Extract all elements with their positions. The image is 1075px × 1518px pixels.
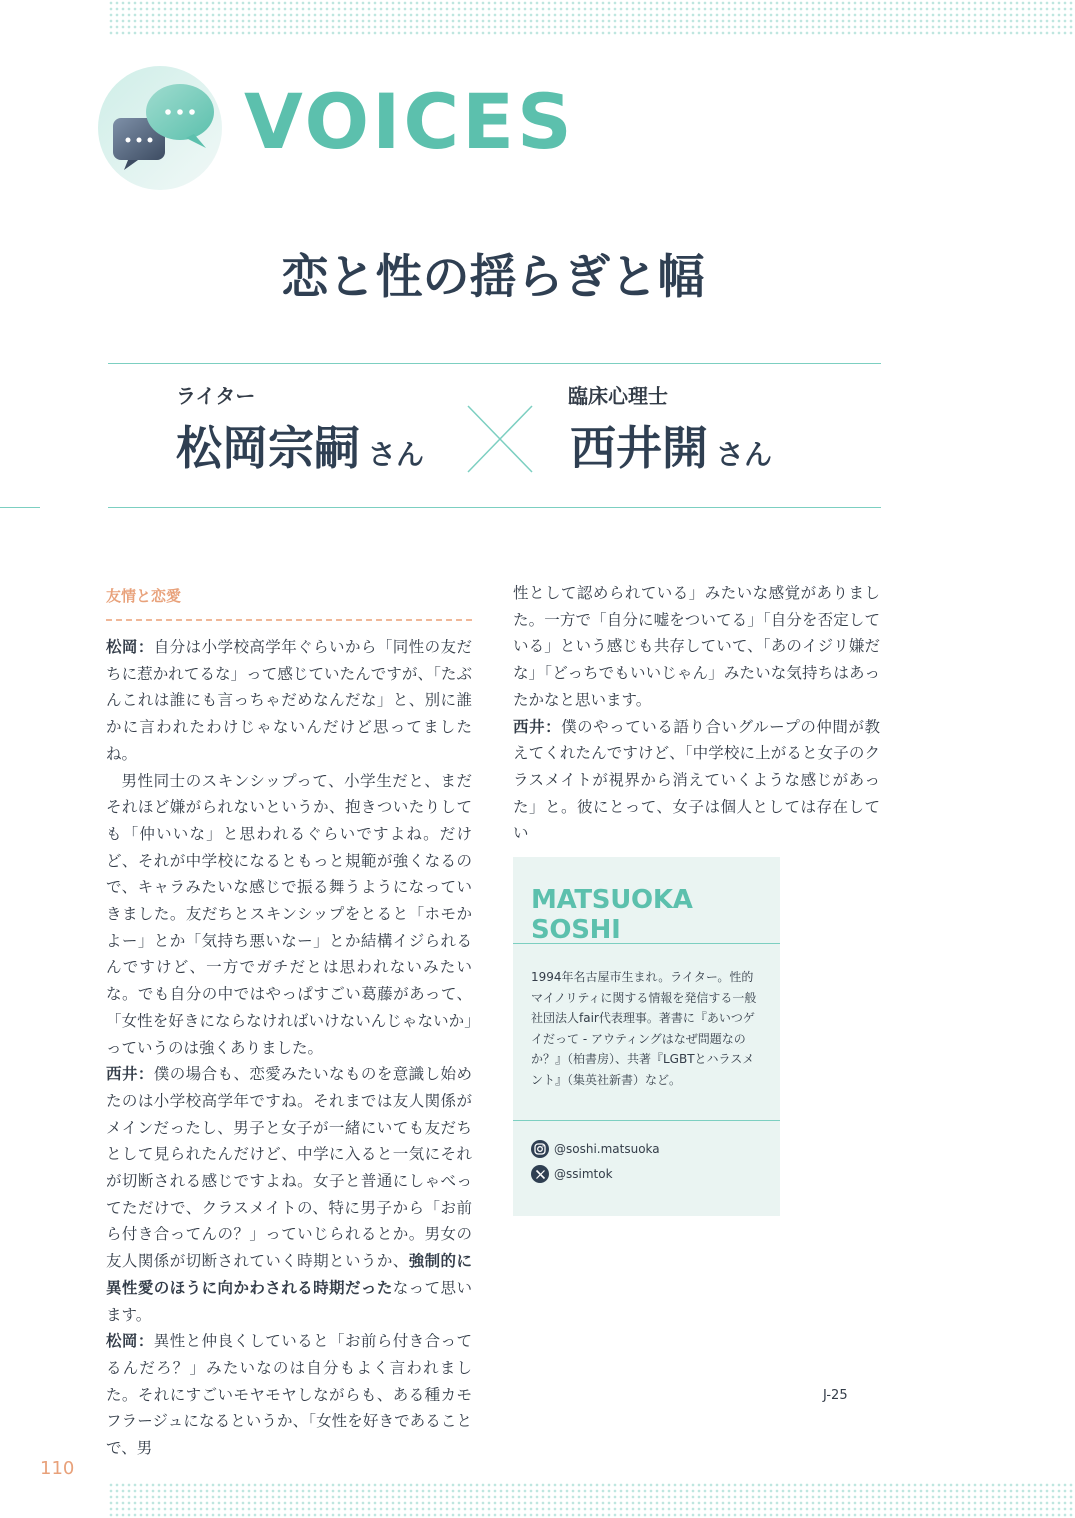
paragraph — [106, 1061, 472, 1328]
interviewee-right-name — [570, 422, 772, 475]
top-rule — [108, 363, 881, 364]
profile-divider — [513, 1120, 780, 1121]
document-code: J-25 — [823, 1388, 848, 1403]
instagram-icon — [531, 1140, 549, 1158]
x-icon — [531, 1165, 549, 1183]
dot-pattern-top — [108, 0, 1075, 36]
speaker-label: 松岡： — [106, 1332, 154, 1351]
body-column-left — [106, 634, 472, 1462]
chat-bubbles-icon — [98, 66, 222, 190]
profile-bio: 1994年名古屋市生まれ。ライター。性的マイノリティに関する情報を発信する一般社団法人fair代表理事。著書に『あいつゲイだって - アウティングはなぜ問題なのか？』（柏書房）、共著『LGBTとハラスメント』（集英社新書）など。 — [531, 970, 757, 1087]
paragraph: 性として認められている」みたいな感覚がありました。一方で「自分に嘘をついてる」「自分を否定している」という感じも共存していて、「あのイジリ嫌だな」「どっちでもいいじゃん」みたいな気持ちはあったかなと思います。 — [513, 584, 880, 709]
paragraph-text: 僕のやっている語り合いグループの仲間が教えてくれたんですけど、「中学校に上がると女子のクラスメイトが視界から消えていくような感じがあった」と。彼にとって、女子は個人としては存在してい — [513, 717, 880, 843]
honorific: さん — [368, 438, 425, 471]
paragraph-text: 自分は小学校高学年ぐらいから「同性の友だちに惹かれてるな」って感じていたんですが、「たぶんこれは誰にも言っちゃだめなんだな」と、別に誰かに言われたわけじゃないんだけど思ってましたね。 — [106, 638, 472, 763]
profile-name: MATSUOKA SOSHI — [531, 885, 693, 945]
profile-divider — [513, 943, 780, 944]
instagram-link[interactable] — [531, 1140, 660, 1158]
section-heading: 友情と恋愛 — [106, 587, 182, 605]
bottom-rule — [108, 507, 881, 508]
section-title-voices: VOICES — [244, 77, 575, 166]
honorific: さん — [716, 438, 773, 471]
article-title: 恋と性の揺らぎと幅 — [281, 250, 705, 305]
x-handle: @ssimtok — [554, 1167, 613, 1181]
page-number: 110 — [40, 1458, 75, 1479]
paragraph-text: なって思います。 — [106, 1278, 472, 1324]
instagram-handle: @soshi.matsuoka — [554, 1142, 660, 1156]
interviewee-left-name — [176, 422, 424, 475]
interviewee-right-role: 臨床心理士 — [568, 384, 668, 408]
paragraph-text: 僕の場合も、恋愛みたいなものを意識し始めたのは小学校高学年ですね。それまでは友人関係がメインだったし、男子と女子が一緒にいても友だちとして見られたんだけど、中学に入ると一気にそれが切断される感じですよね。女子と普通にしゃべってただけで、クラスメイトの、特に男子から「お前ら付き合ってんの？」っていじられるとか。男女の友人関係が切断されていく時期というか、 — [106, 1065, 472, 1271]
cross-icon — [466, 404, 534, 474]
x-link[interactable] — [531, 1165, 613, 1183]
paragraph-text: 異性と仲良くしていると「お前ら付き合ってるんだろ？」みたいなのは自分もよく言われました。それにすごいモヤモヤしながらも、ある種カモフラージュになるというか、「女性を好きであることで、男 — [106, 1332, 472, 1458]
section-dashed-rule — [106, 619, 472, 621]
speaker-label: 松岡： — [106, 638, 154, 656]
dot-pattern-bottom — [108, 1482, 1075, 1518]
paragraph: 男性同士のスキンシップって、小学生だと、まだそれほど嫌がられないというか、抱きついたりしても「仲いいな」と思われるぐらいですよね。だけど、それが中学校になるともっと規範が強くなるので、キャラみたいな感じで振る舞うようになっていきました。友だちとスキンシップをとると「ホモかよー」とか「気持ち悪いなー」とか結構イジられるんですけど、一方でガチだとは思われないみたいな。でも自分の中ではやっぱすごい葛藤があって、「女性を好きにならなければいけないんじゃないか」っていうのは強くありました。 — [106, 771, 472, 1057]
paragraph — [106, 1328, 472, 1462]
left-margin-tick — [0, 507, 40, 508]
paragraph — [106, 634, 472, 768]
speaker-label: 西井： — [513, 717, 562, 736]
interviewee-left-role: ライター — [176, 384, 256, 408]
name-text: 松岡宗嗣 — [176, 421, 360, 475]
emphasis-text: 強制的に異性愛のほうに向かわされる時期だった — [106, 1252, 472, 1297]
speaker-label: 西井： — [106, 1065, 154, 1084]
paragraph — [513, 714, 880, 848]
body-column-right — [513, 580, 880, 847]
profile-box — [513, 857, 780, 1216]
name-text: 西井開 — [570, 421, 708, 475]
